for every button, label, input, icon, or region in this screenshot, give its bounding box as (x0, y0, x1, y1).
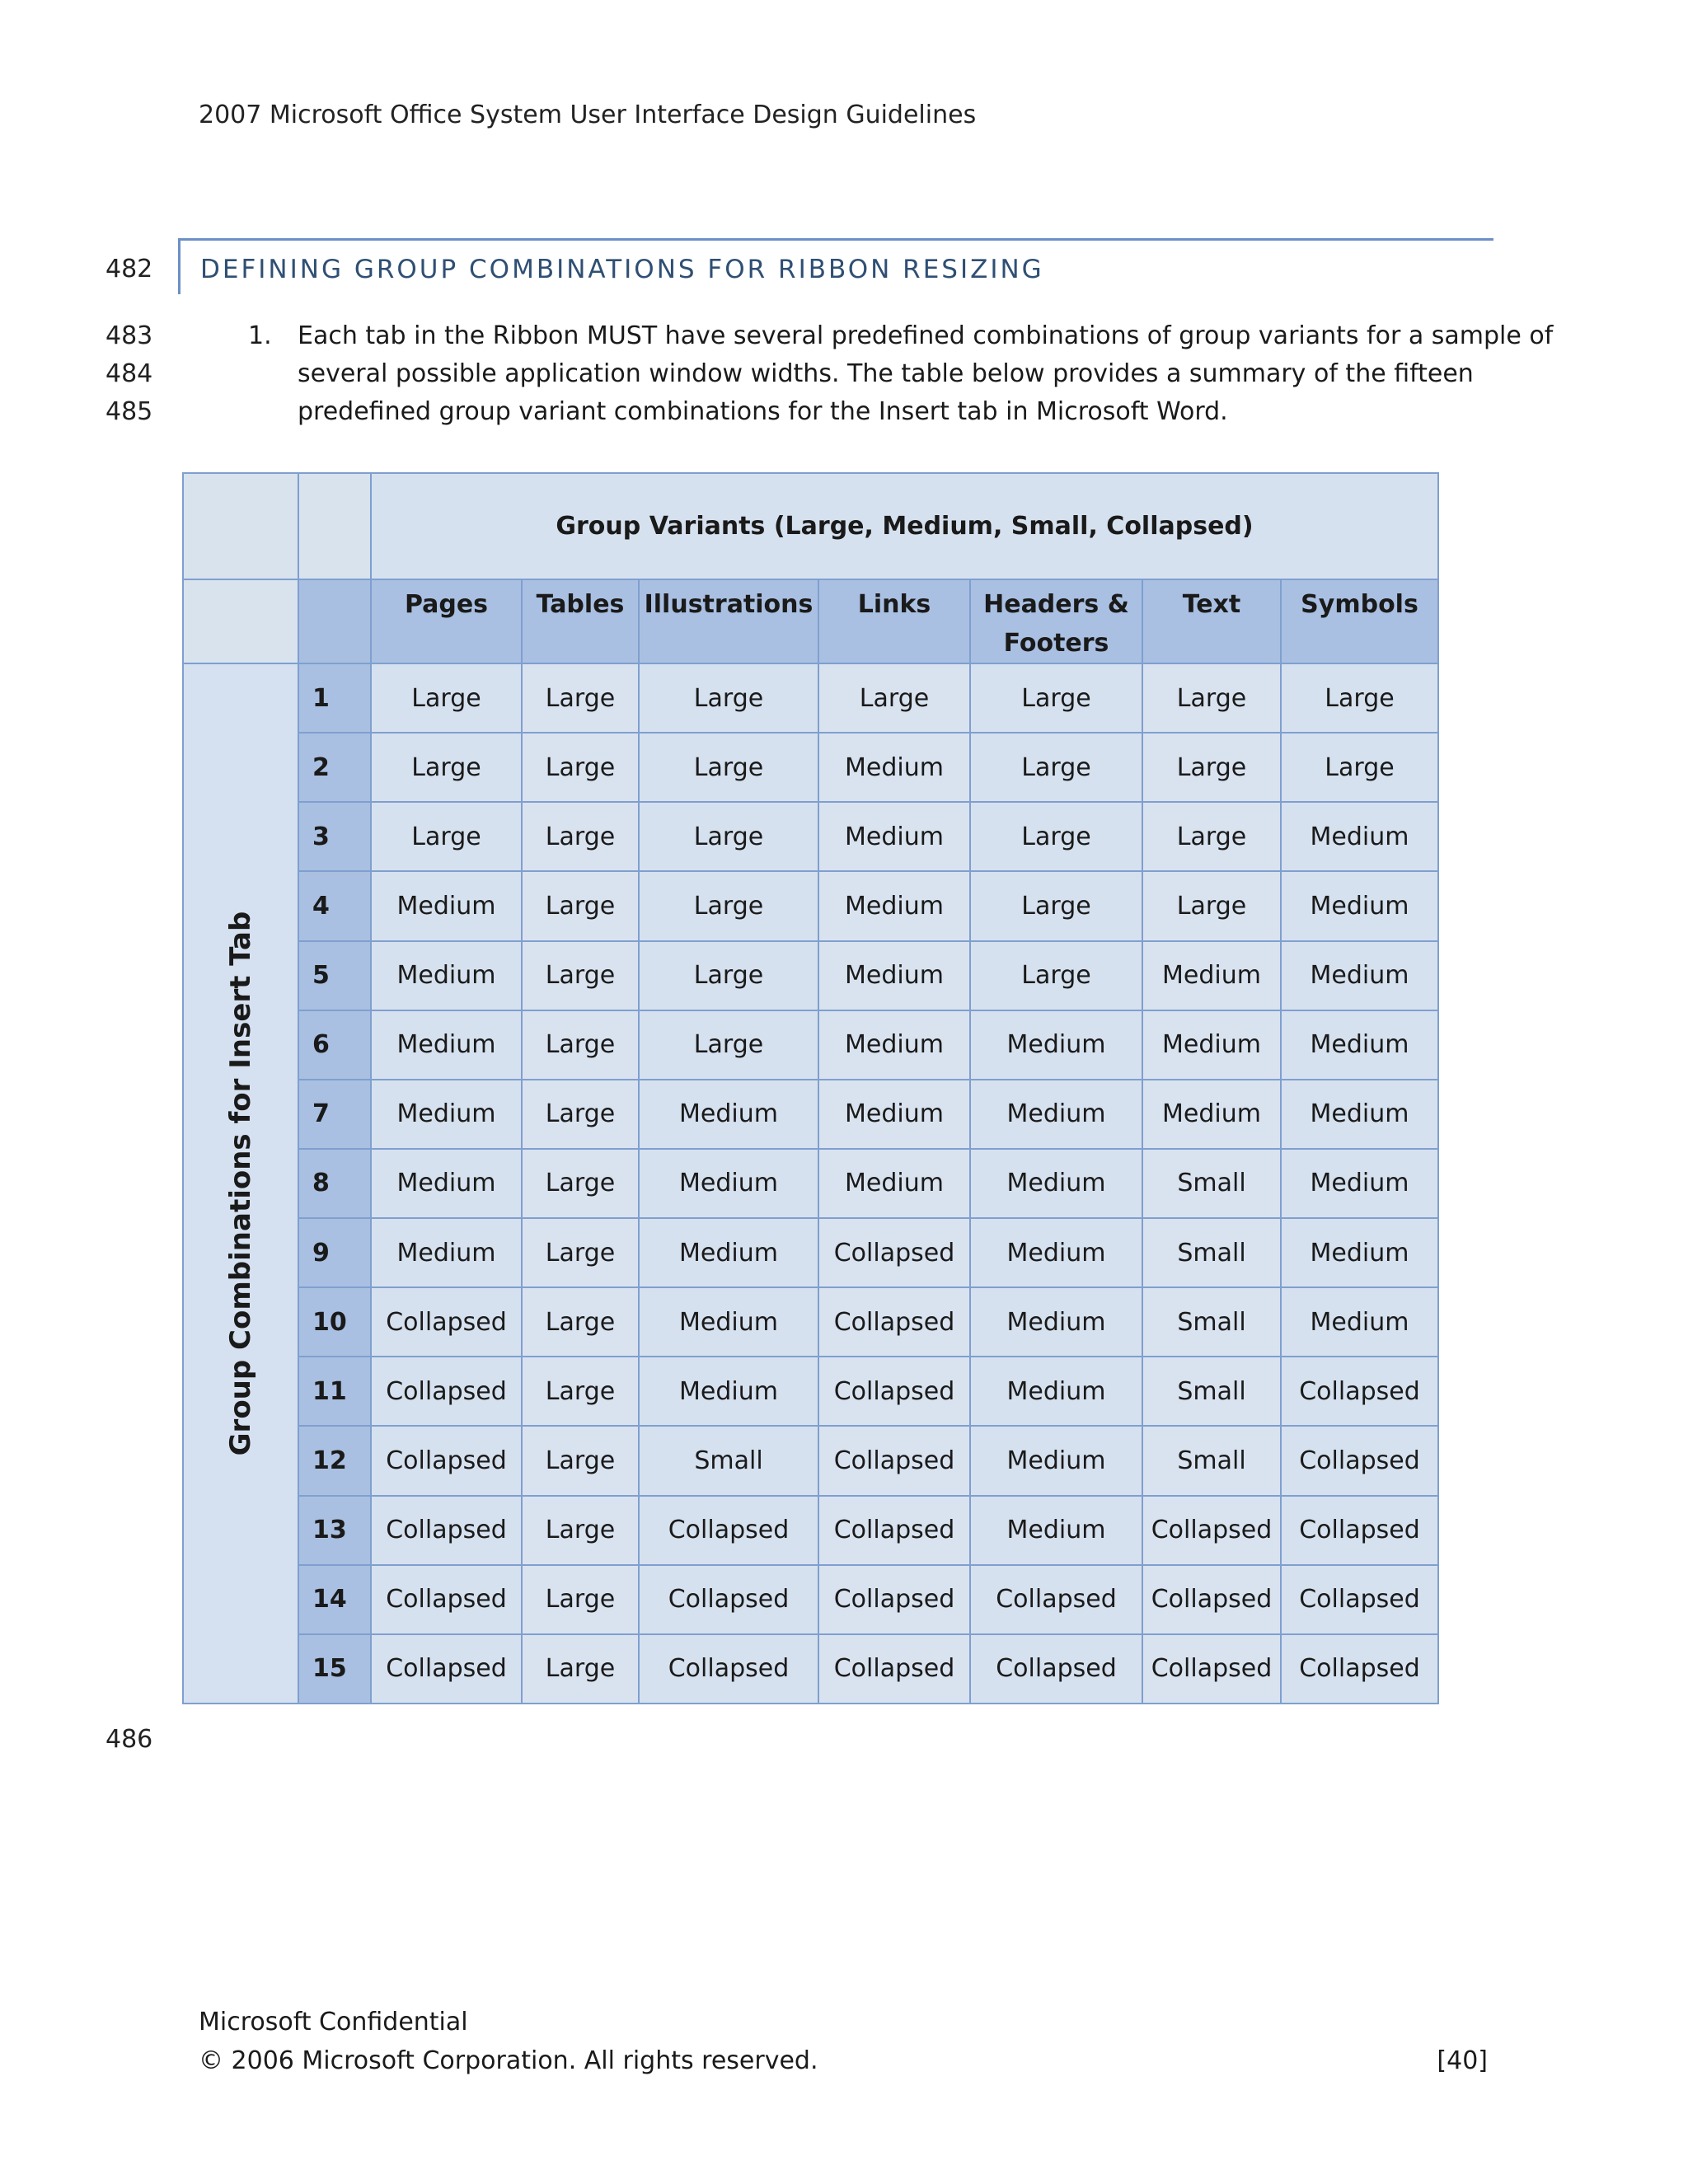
table-corner (183, 473, 298, 579)
table-cell: Medium (1281, 1010, 1438, 1080)
table-row (183, 941, 1438, 1010)
table-cell: Collapsed (970, 1565, 1142, 1634)
table-cell: Large (522, 941, 639, 1010)
table-cell: Collapsed (818, 1287, 970, 1357)
list-number: 1. (248, 321, 272, 350)
row-number: 6 (298, 1010, 371, 1080)
table-row (183, 1080, 1438, 1149)
table-cell: Medium (970, 1287, 1142, 1357)
table-cell: Medium (371, 1218, 522, 1287)
table-cell: Medium (970, 1496, 1142, 1565)
table-row (183, 1426, 1438, 1495)
table-cell: Large (371, 733, 522, 802)
table-cell: Large (1281, 663, 1438, 733)
column-header: Links (818, 579, 970, 663)
table-cell: Collapsed (371, 1565, 522, 1634)
page-number: [40] (1437, 2046, 1488, 2075)
table-cell: Collapsed (1281, 1426, 1438, 1495)
table-cell: Medium (818, 802, 970, 871)
table-cell: Medium (1281, 1287, 1438, 1357)
table-cell: Medium (1142, 941, 1281, 1010)
table-cell: Large (1142, 733, 1281, 802)
table-cell: Collapsed (1142, 1634, 1281, 1704)
side-label-cell (183, 663, 298, 1704)
table-cell: Large (639, 1010, 818, 1080)
table-cell: Medium (1281, 1149, 1438, 1218)
table-cell: Medium (1142, 1010, 1281, 1080)
table-cell: Collapsed (371, 1634, 522, 1704)
row-number: 7 (298, 1080, 371, 1149)
table-cell: Large (639, 802, 818, 871)
table-cell: Medium (818, 733, 970, 802)
table-cell: Large (522, 1080, 639, 1149)
table-cell: Collapsed (818, 1426, 970, 1495)
table-cell: Small (1142, 1149, 1281, 1218)
table-cell: Medium (371, 871, 522, 940)
side-label: Group Combinations for Insert Tab (224, 911, 257, 1456)
table-cell: Large (639, 871, 818, 940)
table-cell: Large (639, 733, 818, 802)
table-cell: Medium (1281, 1218, 1438, 1287)
row-number: 8 (298, 1149, 371, 1218)
table-cell: Medium (1142, 1080, 1281, 1149)
table-cell: Collapsed (818, 1218, 970, 1287)
table-cell: Medium (639, 1149, 818, 1218)
footer-copyright: © 2006 Microsoft Corporation. All rights reserved. (199, 2046, 818, 2075)
table-cell: Collapsed (371, 1496, 522, 1565)
row-number: 3 (298, 802, 371, 871)
table-cell: Medium (818, 941, 970, 1010)
row-number: 13 (298, 1496, 371, 1565)
table-cell: Medium (1281, 802, 1438, 871)
table-cell: Large (371, 663, 522, 733)
table-cell: Large (522, 802, 639, 871)
table-cell: Large (1281, 733, 1438, 802)
paragraph-line: Each tab in the Ribbon MUST have several predefined combinations of group variants for a sample of (298, 321, 1554, 350)
table-row (183, 1010, 1438, 1080)
table-cell: Small (1142, 1287, 1281, 1357)
table-cell: Large (818, 663, 970, 733)
line-number: 485 (106, 397, 153, 426)
table-cell: Medium (970, 1357, 1142, 1426)
table-row (183, 1634, 1438, 1704)
table-cell: Large (522, 1634, 639, 1704)
table-cell: Small (1142, 1357, 1281, 1426)
table-cell: Medium (371, 1080, 522, 1149)
table-banner: Group Variants (Large, Medium, Small, Collapsed) (371, 473, 1438, 579)
group-variants-table (182, 472, 1439, 1704)
section-heading: DEFINING GROUP COMBINATIONS FOR RIBBON RESIZING (200, 255, 1044, 284)
table-cell: Medium (970, 1149, 1142, 1218)
table-cell: Medium (970, 1010, 1142, 1080)
table-cell: Medium (818, 871, 970, 940)
table-corner (298, 473, 371, 579)
paragraph-line: predefined group variant combinations for the Insert tab in Microsoft Word. (298, 397, 1228, 426)
table-cell: Large (522, 1149, 639, 1218)
table-cell: Medium (639, 1287, 818, 1357)
table-corner (183, 579, 298, 663)
table-cell: Large (522, 871, 639, 940)
table-cell: Large (1142, 871, 1281, 940)
table-cell: Collapsed (1281, 1565, 1438, 1634)
line-number: 486 (106, 1725, 153, 1754)
table-cell: Large (522, 1287, 639, 1357)
table-cell: Large (522, 1218, 639, 1287)
column-header: Text (1142, 579, 1281, 663)
table-corner (298, 579, 371, 663)
table-cell: Medium (818, 1080, 970, 1149)
row-number: 2 (298, 733, 371, 802)
footer-confidential: Microsoft Confidential (199, 2008, 468, 2036)
row-number: 15 (298, 1634, 371, 1704)
table-cell: Large (639, 663, 818, 733)
table-cell: Collapsed (818, 1634, 970, 1704)
table-cell: Large (522, 1357, 639, 1426)
table-cell: Collapsed (371, 1357, 522, 1426)
table-row (183, 663, 1438, 733)
column-header: Illustrations (639, 579, 818, 663)
column-header: Tables (522, 579, 639, 663)
table-cell: Medium (970, 1426, 1142, 1495)
table-row (183, 1218, 1438, 1287)
row-number: 9 (298, 1218, 371, 1287)
table-cell: Medium (371, 941, 522, 1010)
row-number: 5 (298, 941, 371, 1010)
table-cell: Collapsed (639, 1565, 818, 1634)
table-cell: Large (639, 941, 818, 1010)
table-cell: Large (522, 1496, 639, 1565)
row-number: 11 (298, 1357, 371, 1426)
row-number: 12 (298, 1426, 371, 1495)
heading-top-rule (178, 238, 1493, 241)
table-cell: Medium (639, 1218, 818, 1287)
column-header: Headers & Footers (970, 579, 1142, 663)
table-cell: Large (970, 871, 1142, 940)
table-cell: Collapsed (970, 1634, 1142, 1704)
row-number: 14 (298, 1565, 371, 1634)
table-cell: Medium (639, 1357, 818, 1426)
column-header: Pages (371, 579, 522, 663)
row-number: 10 (298, 1287, 371, 1357)
heading-left-rule (178, 238, 181, 294)
row-number: 1 (298, 663, 371, 733)
table-cell: Medium (970, 1080, 1142, 1149)
table-cell: Large (1142, 663, 1281, 733)
line-number: 482 (106, 255, 153, 284)
table-cell: Collapsed (371, 1426, 522, 1495)
table-cell: Small (1142, 1218, 1281, 1287)
row-number: 4 (298, 871, 371, 940)
table-cell: Collapsed (639, 1496, 818, 1565)
table-cell: Collapsed (818, 1357, 970, 1426)
table-row (183, 733, 1438, 802)
table-cell: Collapsed (818, 1496, 970, 1565)
table-cell: Large (522, 663, 639, 733)
table-cell: Collapsed (818, 1565, 970, 1634)
table-row (183, 1565, 1438, 1634)
table-row (183, 1287, 1438, 1357)
table-row (183, 871, 1438, 940)
table-row (183, 1357, 1438, 1426)
table-cell: Medium (371, 1149, 522, 1218)
table-cell: Medium (818, 1149, 970, 1218)
line-number: 483 (106, 321, 153, 350)
table-cell: Collapsed (639, 1634, 818, 1704)
table-cell: Large (970, 802, 1142, 871)
table-cell: Medium (1281, 1080, 1438, 1149)
table-cell: Medium (371, 1010, 522, 1080)
table-row (183, 1149, 1438, 1218)
table-cell: Collapsed (371, 1287, 522, 1357)
table-cell: Collapsed (1281, 1496, 1438, 1565)
table-cell: Large (522, 1426, 639, 1495)
table-row (183, 802, 1438, 871)
table-cell: Large (522, 733, 639, 802)
line-number: 484 (106, 359, 153, 388)
table-cell: Large (522, 1565, 639, 1634)
table-cell: Small (639, 1426, 818, 1495)
table-cell: Collapsed (1142, 1565, 1281, 1634)
table-cell: Medium (639, 1080, 818, 1149)
table-cell: Large (970, 733, 1142, 802)
table-cell: Collapsed (1142, 1496, 1281, 1565)
column-header: Symbols (1281, 579, 1438, 663)
table-cell: Large (970, 663, 1142, 733)
table-cell: Large (371, 802, 522, 871)
table-cell: Medium (1281, 941, 1438, 1010)
table-cell: Large (970, 941, 1142, 1010)
table-cell: Small (1142, 1426, 1281, 1495)
paragraph-line: several possible application window widths. The table below provides a summary of the fifteen (298, 359, 1474, 388)
table-row (183, 1496, 1438, 1565)
table-cell: Medium (1281, 871, 1438, 940)
document-header: 2007 Microsoft Office System User Interface Design Guidelines (199, 101, 977, 129)
table-cell: Medium (970, 1218, 1142, 1287)
table-cell: Collapsed (1281, 1634, 1438, 1704)
table-cell: Medium (818, 1010, 970, 1080)
table-cell: Large (1142, 802, 1281, 871)
table-cell: Large (522, 1010, 639, 1080)
table-cell: Collapsed (1281, 1357, 1438, 1426)
